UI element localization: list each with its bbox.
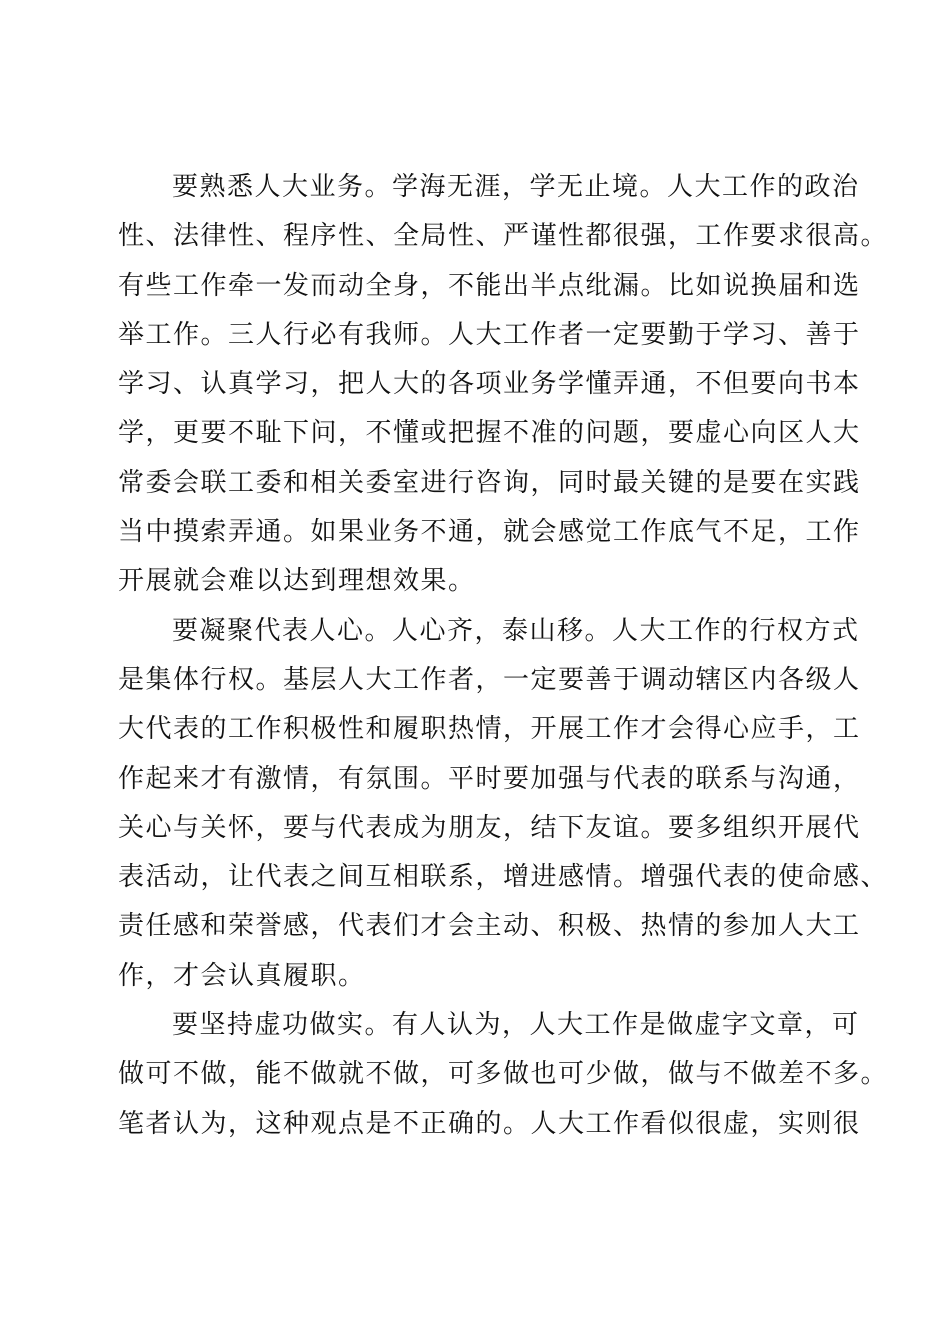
paragraph-line: 常委会联工委和相关委室进行咨询，同时最关键的是要在实践 [118,467,861,498]
paragraph-line: 开展就会难以达到理想效果。 [118,566,476,597]
paragraph-line: 关心与关怀，要与代表成为朋友，结下友谊。要多组织开展代 [118,812,861,843]
paragraph-line: 作，才会认真履职。 [118,960,366,991]
paragraph-line: 大代表的工作积极性和履职热情，开展工作才会得心应手，工 [118,714,861,745]
paragraph-line: 要凝聚代表人心。人心齐，泰山移。人大工作的行权方式 [172,615,860,646]
paragraph-line: 笔者认为，这种观点是不正确的。人大工作看似很虚，实则很 [118,1108,861,1139]
paragraph-line: 性、法律性、程序性、全局性、严谨性都很强，工作要求很高。 [118,221,889,252]
paragraph-line: 当中摸索弄通。如果业务不通，就会感觉工作底气不足，工作 [118,517,861,548]
paragraph-2 [118,607,889,1001]
paragraph-line: 学习、认真学习，把人大的各项业务学懂弄通，不但要向书本 [118,369,861,400]
paragraph-line: 做可不做，能不做就不做，可多做也可少做，做与不做差不多。 [118,1059,889,1090]
paragraph-3 [118,1001,889,1149]
paragraph-line: 要熟悉人大业务。学海无涯，学无止境。人大工作的政治 [172,172,860,202]
paragraph-line: 有些工作牵一发而动全身，不能出半点纰漏。比如说换届和选 [118,270,861,301]
paragraph-line: 要坚持虚功做实。有人认为，人大工作是做虚字文章，可 [172,1010,860,1041]
document-body [118,163,889,1149]
paragraph-line: 责任感和荣誉感，代表们才会主动、积极、热情的参加人大工 [118,911,861,942]
paragraph-line: 表活动，让代表之间互相联系，增进感情。增强代表的使命感、 [118,862,889,893]
paragraph-line: 举工作。三人行必有我师。人大工作者一定要勤于学习、善于 [118,319,861,350]
paragraph-line: 作起来才有激情，有氛围。平时要加强与代表的联系与沟通， [118,763,861,794]
paragraph-line: 是集体行权。基层人大工作者，一定要善于调动辖区内各级人 [118,664,861,695]
paragraph-1 [118,163,889,607]
paragraph-line: 学，更要不耻下问，不懂或把握不准的问题，要虚心向区人大 [118,418,861,449]
